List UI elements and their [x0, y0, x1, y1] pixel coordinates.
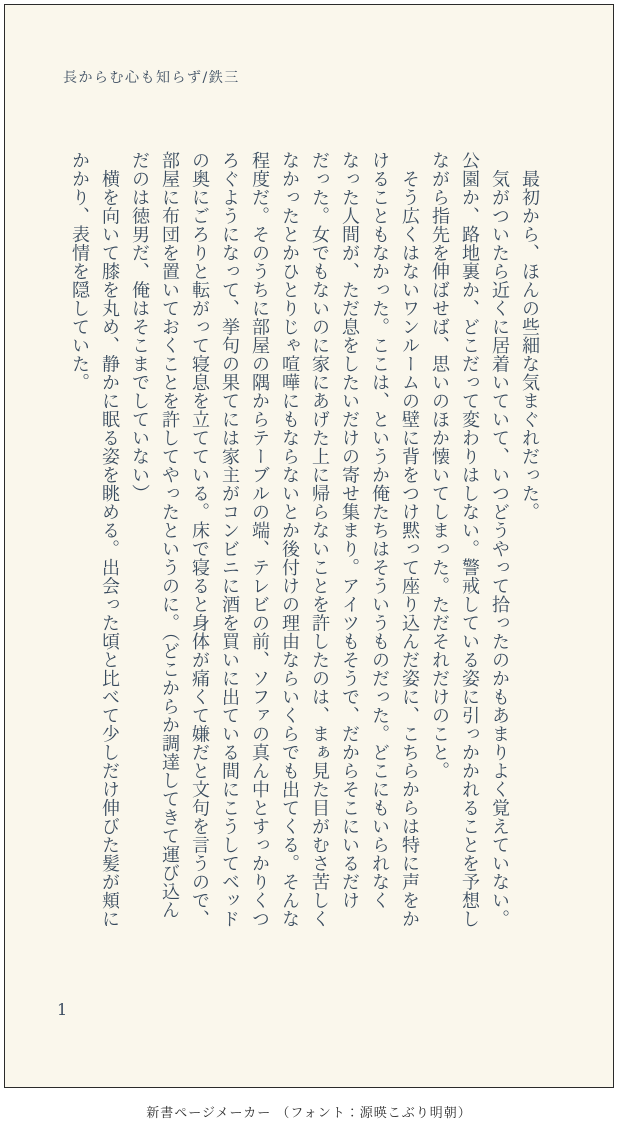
text-column: 程度だ。そのうちに部屋の隅からテーブルの端、テレビの前、ソファの真ん中とすっかりくつ	[249, 151, 270, 928]
text-column: そう広くはないワンルームの壁に背をつけ黙って座り込んだ姿に、こちらからは特に声をか	[399, 151, 420, 928]
text-column: なかったとかひとりじゃ喧嘩にもならないとか後付けの理由ならいくらでも出てくる。そんな	[279, 151, 300, 928]
text-column: ろぐようになって、挙句の果てには家主がコンビニに酒を買いに出ている間にこうしてベッド	[219, 151, 240, 928]
footer-bar	[0, 1091, 618, 1132]
text-column: 横を向いて膝を丸め、静かに眠る姿を眺める。出会った頃と比べて少しだけ伸びた髪が頬に	[99, 151, 120, 928]
text-column: 気がついたら近くに居着いていて、いつどうやって拾ったのかもあまりよく覚えていない。	[489, 151, 510, 928]
text-column: だった。女でもないのに家にあげた上に帰らないことを許したのは、まぁ見た目がむさ苦しく	[309, 151, 330, 928]
text-column: ながら指先を伸ばせば、思いのほか懐いてしまった。ただそれだけのこと。	[429, 151, 450, 780]
text-column: だのは徳男だ、俺はそこまでしていない）	[129, 151, 150, 503]
text-column: 最初から、ほんの些細な気まぐれだった。	[519, 151, 540, 521]
text-column: かかり、表情を隠していた。	[69, 151, 90, 392]
page-number: 1	[57, 1000, 68, 1019]
footer-caption: 新書ページメーカー （フォント：源暎こぶり明朝）	[146, 1106, 472, 1121]
text-column: 部屋に布団を置いておくことを許してやったというのに。（どこからか調達してきて運び込ん	[159, 151, 180, 919]
book-page	[4, 4, 614, 1088]
text-column: の奥にごろりと転がって寝息を立てている。床で寝ると身体が痛くて嫌だと文句を言うので、	[189, 151, 210, 928]
text-column: 公園か、路地裏か、どこだって変わりはしない。警戒している姿に引っかかれることを予想し	[459, 151, 480, 928]
text-column: けることもなかった。ここは、というか俺たちはそういうものだった。どこにもいられなく	[369, 151, 390, 910]
running-head-title: 長からむ心も知らず/鉄三	[63, 70, 240, 86]
body-text-block	[64, 151, 544, 941]
text-column: なった人間が、ただ息をしたいだけの寄せ集まり。アイツもそうで、だからそこにいるだけ	[339, 151, 360, 910]
